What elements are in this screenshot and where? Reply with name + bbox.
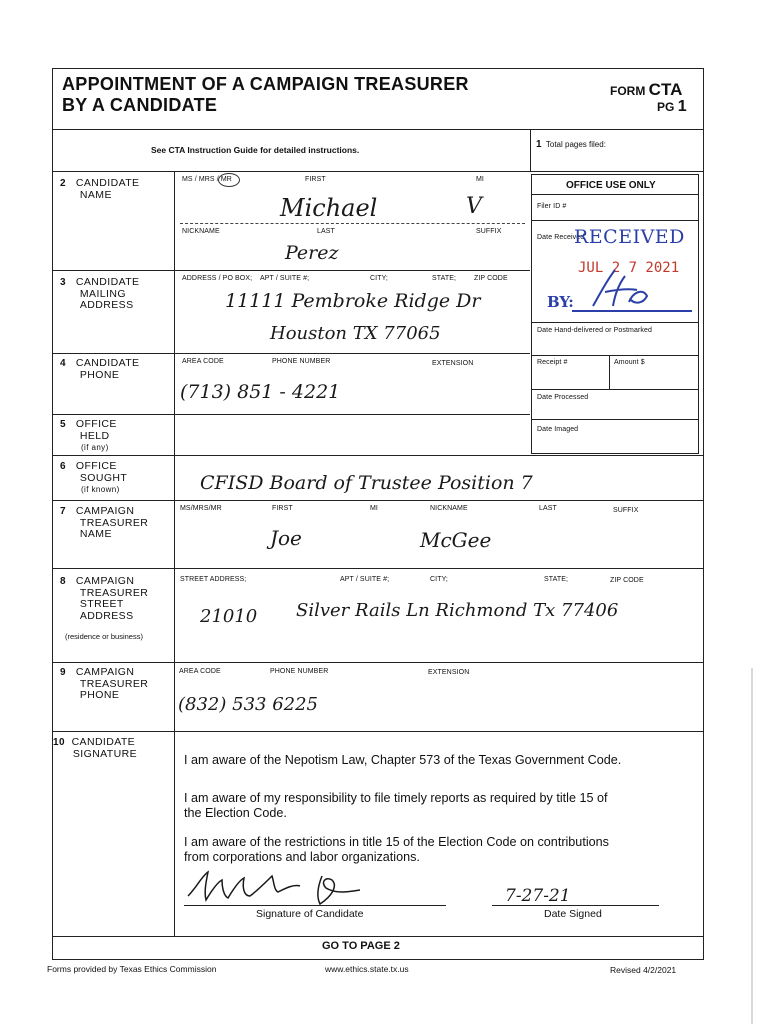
street-address-label: STREET ADDRESS; <box>180 576 247 583</box>
phone-number-label: PHONE NUMBER <box>272 358 331 365</box>
treasurer-last-label: LAST <box>539 505 557 512</box>
mi-label: MI <box>476 176 484 183</box>
received-stamp-date: JUL 2 7 2021 <box>578 260 680 276</box>
first-name-label: FIRST <box>305 176 326 183</box>
row-divider-6 <box>52 500 704 501</box>
restrictions-statement-line2: from corporations and labor organizations. <box>184 850 420 864</box>
treasurer-name-label: 7 CAMPAIGN TREASURER NAME <box>60 505 149 540</box>
treasurer-street-value: Silver Rails Ln Richmond Tx 77406 <box>296 600 619 621</box>
candidate-signature-image <box>182 866 382 910</box>
treasurer-nickname-label: NICKNAME <box>430 505 468 512</box>
page-number: 1 <box>677 98 687 115</box>
date-signed-caption: Date Signed <box>544 908 602 920</box>
treasurer-state-label: STATE; <box>544 576 569 583</box>
responsibility-statement-line2: the Election Code. <box>184 806 287 820</box>
treasurer-area-code-label: AREA CODE <box>179 668 221 675</box>
scan-edge-line <box>751 668 753 1024</box>
office-held-label: 5 OFFICE HELD (if any) <box>60 418 117 452</box>
treasurer-first-label: FIRST <box>272 505 293 512</box>
nickname-label: NICKNAME <box>182 228 220 235</box>
treasurer-phone-number-label: PHONE NUMBER <box>270 668 329 675</box>
row-divider-5 <box>52 455 704 456</box>
responsibility-statement-line1: I am aware of my responsibility to file timely reports as required by title 15 of <box>184 791 608 805</box>
apt-label: APT / SUITE #; <box>260 275 310 282</box>
prefix-circle <box>218 173 240 187</box>
candidate-name-label: 2 CANDIDATE NAME <box>60 177 140 201</box>
extension-label: EXTENSION <box>432 360 474 367</box>
treasurer-city-label: CITY; <box>430 576 448 583</box>
candidate-mi: V <box>466 194 482 219</box>
candidate-phone-label: 4 CANDIDATE PHONE <box>60 357 140 381</box>
office-sought-label: 6 OFFICE SOUGHT (if known) <box>60 460 128 494</box>
city-label: CITY; <box>370 275 388 282</box>
row-divider-1 <box>52 171 704 172</box>
row-divider-9 <box>52 731 704 732</box>
form-code: CTA <box>648 80 683 99</box>
go-to-page-2: GO TO PAGE 2 <box>322 940 400 952</box>
form-title-line2: BY A CANDIDATE <box>62 95 218 115</box>
treasurer-mi-label: MI <box>370 505 378 512</box>
signature-column-divider <box>174 731 175 936</box>
office-use-title: OFFICE USE ONLY <box>566 180 656 191</box>
treasurer-extension-label: EXTENSION <box>428 669 470 676</box>
treasurer-apt-label: APT / SUITE #; <box>340 576 390 583</box>
date-signed-value: 7-27-21 <box>505 886 571 906</box>
form-label: FORM CTA <box>610 80 683 99</box>
signature-caption: Signature of Candidate <box>256 908 364 920</box>
filer-id-label: Filer ID # <box>537 203 567 210</box>
prefix-label: MS / MRS / MR <box>182 176 232 183</box>
instructions-divider <box>530 129 531 171</box>
date-imaged-label: Date Imaged <box>537 426 579 433</box>
treasurer-zip-label: ZIP CODE <box>610 577 644 584</box>
footer-provided-by: Forms provided by Texas Ethics Commission <box>47 964 217 974</box>
restrictions-statement-line1: I am aware of the restrictions in title 15 of the Election Code on contributions <box>184 835 609 849</box>
row-divider-4 <box>52 414 530 415</box>
treasurer-first-name: Joe <box>270 526 302 550</box>
mailing-line2: Houston TX 77065 <box>270 323 441 344</box>
received-stamp-by: BY: <box>547 293 574 311</box>
area-code-label: AREA CODE <box>182 358 224 365</box>
footer-url: www.ethics.state.tx.us <box>325 964 409 974</box>
date-signed-line <box>492 905 659 906</box>
candidate-first-name: Michael <box>280 194 378 222</box>
treasurer-last-name: McGee <box>420 528 492 552</box>
stamp-initials <box>585 262 655 317</box>
office-use-divider-0 <box>531 194 699 195</box>
last-name-label: LAST <box>317 228 335 235</box>
mailing-address-label: 3 CANDIDATE MAILING ADDRESS <box>60 276 140 311</box>
treasurer-address-label: 8 CAMPAIGN TREASURER STREET ADDRESS <box>60 575 149 622</box>
footer-revised: Revised 4/2/2021 <box>610 965 677 975</box>
row-divider-8 <box>52 662 704 663</box>
suffix-label: SUFFIX <box>476 228 502 235</box>
receipt-amount-divider <box>609 355 610 389</box>
address-label: ADDRESS / PO BOX; <box>182 275 253 282</box>
treasurer-street-number: 21010 <box>200 606 258 627</box>
amount-label: Amount $ <box>614 359 645 366</box>
candidate-phone-value: (713) 851 - 4221 <box>180 381 341 403</box>
row-divider-7 <box>52 568 704 569</box>
date-hand-label: Date Hand-delivered or Postmarked <box>537 327 652 334</box>
receipt-label: Receipt # <box>537 359 568 366</box>
signature-line <box>184 905 446 906</box>
office-use-divider-3 <box>531 355 699 356</box>
office-use-divider-5 <box>531 419 699 420</box>
office-sought-value: CFISD Board of Trustee Position 7 <box>200 472 533 494</box>
zip-label: ZIP CODE <box>474 275 508 282</box>
state-label: STATE; <box>432 275 457 282</box>
residence-note: (residence or business) <box>65 632 143 641</box>
office-use-divider-1 <box>531 220 699 221</box>
row-divider-10 <box>52 936 704 937</box>
date-processed-label: Date Processed <box>537 394 589 401</box>
candidate-signature-label: 10 CANDIDATE SIGNATURE <box>53 736 137 760</box>
office-use-divider-2 <box>531 322 699 323</box>
mailing-line1: 11111 Pembroke Ridge Dr <box>225 290 481 312</box>
nepotism-statement: I am aware of the Nepotism Law, Chapter 573 of the Texas Government Code. <box>184 753 622 767</box>
total-pages: 1 Total pages filed: <box>536 139 606 150</box>
first-name-dashline <box>180 223 525 224</box>
treasurer-phone-value: (832) 533 6225 <box>178 694 319 715</box>
header-divider <box>52 129 704 130</box>
candidate-last-name: Perez <box>285 242 339 264</box>
row-divider-2 <box>52 270 530 271</box>
treasurer-suffix-label: SUFFIX <box>613 507 639 514</box>
page-label: PG 1 <box>657 98 687 115</box>
instructions-note: See CTA Instruction Guide for detailed instructions. <box>151 145 360 155</box>
row-divider-3 <box>52 353 530 354</box>
form-title-line1: APPOINTMENT OF A CAMPAIGN TREASURER <box>62 74 469 94</box>
treasurer-prefix-label: MS/MRS/MR <box>180 505 222 512</box>
office-use-divider-4 <box>531 389 699 390</box>
treasurer-phone-label: 9 CAMPAIGN TREASURER PHONE <box>60 666 149 701</box>
received-stamp: RECEIVED <box>574 226 685 248</box>
date-received-label: Date Received <box>537 234 585 241</box>
